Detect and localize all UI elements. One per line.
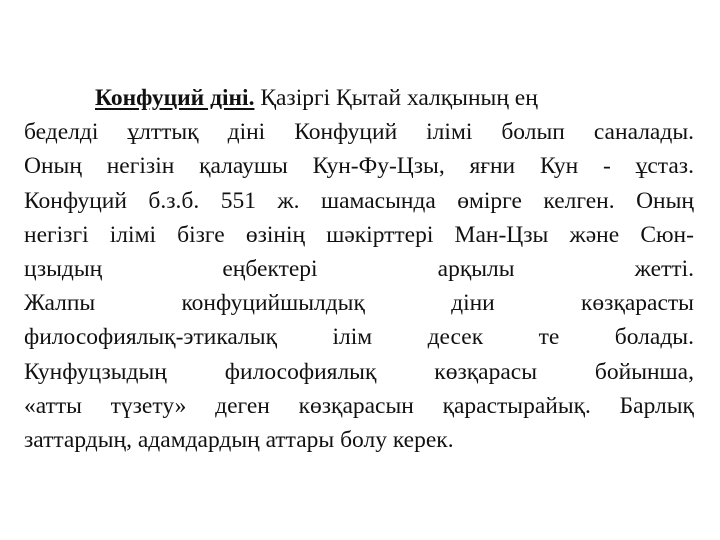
word: негізін [106, 153, 175, 180]
paragraph-line-5 [24, 218, 694, 252]
line-text: заттардың, адамдардың аттары болу керек. [24, 426, 454, 453]
word: көзқарасты [581, 290, 694, 317]
paragraph-line-3 [24, 149, 694, 183]
paragraph-line-1 [24, 81, 694, 115]
paragraph-line-9 [24, 355, 694, 389]
word: «атты [24, 392, 82, 419]
paragraph-line-10 [24, 389, 694, 423]
word: яғни [469, 153, 516, 180]
word: діні [227, 119, 266, 146]
word: Кунфуцзыдың [24, 358, 167, 385]
word: б.з.б. [148, 187, 200, 214]
word: келген. [543, 187, 615, 214]
word: десек [427, 324, 484, 351]
word: философиялық-этикалық [24, 324, 277, 351]
word: Сюн- [640, 221, 694, 248]
word: еңбектері [222, 255, 318, 282]
paragraph-line-11 [24, 423, 694, 457]
word: Кун-Фу-Цзы, [312, 153, 445, 180]
word: ұлттық [127, 119, 199, 146]
word: көзқарасын [298, 392, 414, 419]
word: негізгі [24, 221, 89, 248]
paragraph-line-8 [24, 320, 694, 354]
word: бойынша, [594, 358, 694, 385]
word: те [538, 324, 560, 351]
paragraph [24, 81, 694, 457]
paragraph-line-7 [24, 286, 694, 320]
word: - [602, 153, 611, 180]
line-text: Қазіргі Қытай халқының ең [260, 85, 538, 111]
paragraph-line-6 [24, 252, 694, 286]
word: бізге [177, 221, 225, 248]
word: ілімі [109, 221, 156, 248]
word: діни [451, 290, 495, 317]
word: ілім [332, 324, 373, 351]
word: 551 [220, 187, 256, 214]
word: және [569, 221, 620, 248]
paragraph-line-4 [24, 184, 694, 218]
word: жетті. [634, 255, 694, 282]
word: Ман-Цзы [454, 221, 549, 248]
word: өмірге [457, 187, 522, 214]
word: Барлық [619, 392, 694, 419]
word: ұстаз. [635, 153, 694, 180]
word: философиялық [224, 358, 377, 385]
word: қарастырайық. [442, 392, 591, 419]
word: беделді [24, 119, 99, 146]
word: Кун [539, 153, 579, 180]
word: Оның [636, 187, 694, 214]
word: Жалпы [24, 290, 96, 317]
word: Конфуций [24, 187, 127, 214]
paragraph-line-2 [24, 115, 694, 149]
heading: Конфуций діні. [95, 85, 255, 111]
word: болады. [614, 324, 694, 351]
word: арқылы [437, 255, 515, 282]
word: ж. [277, 187, 300, 214]
word: ілімі [426, 119, 473, 146]
word: болып [501, 119, 565, 146]
word: конфуцийшылдық [181, 290, 365, 317]
word: Оның [24, 153, 82, 180]
word: көзқарасы [434, 358, 537, 385]
word: цзыдың [24, 255, 103, 282]
word: қалаушы [199, 153, 288, 180]
word: түзету» [110, 392, 187, 419]
word: өзінің [245, 221, 306, 248]
word: саналады. [593, 119, 694, 146]
word: Конфуций [294, 119, 398, 146]
word: шәкірттері [326, 221, 434, 248]
word: деген [215, 392, 270, 419]
word: шамасында [320, 187, 436, 214]
